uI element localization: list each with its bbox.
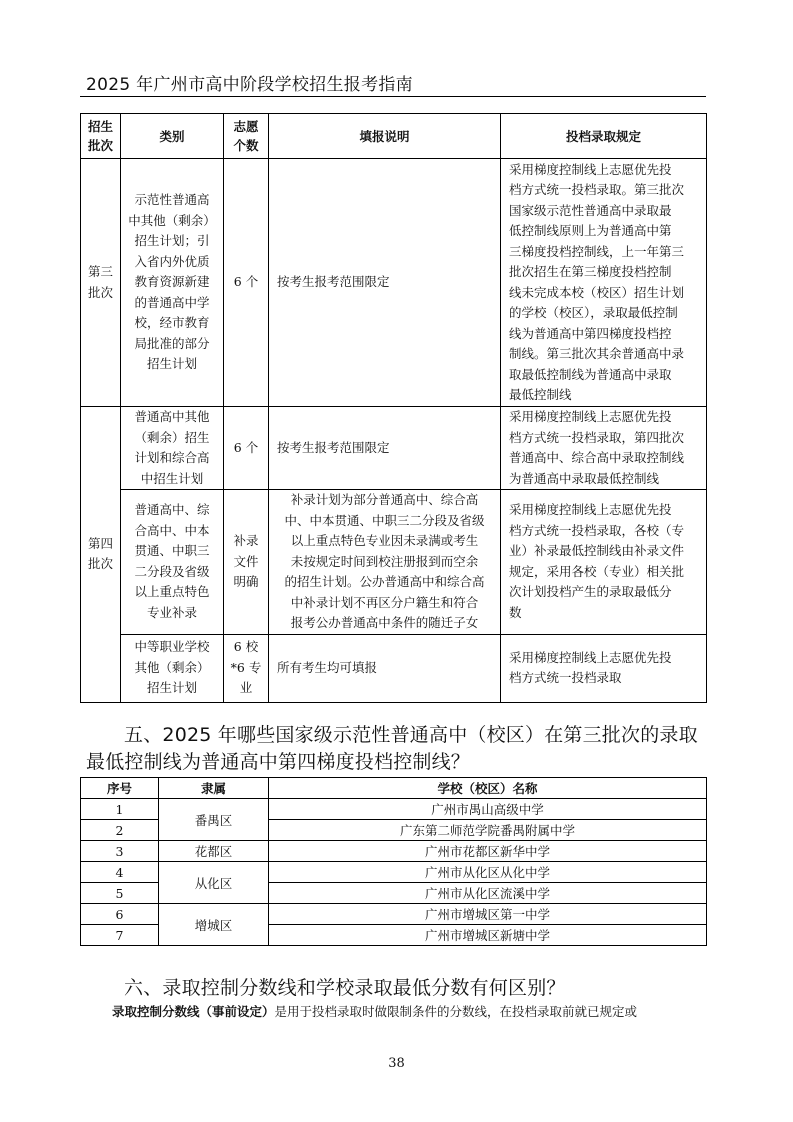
school-name: 广州市增城区新塘中学	[269, 925, 707, 946]
header-rules: 投档录取规定	[501, 114, 707, 159]
header-category: 类别	[121, 114, 224, 159]
count-cell: 补录 文件 明确	[224, 490, 269, 635]
section-5-heading: 五、2025 年哪些国家级示范性普通高中（校区）在第三批次的录取最低控制线为普通高中第四梯度投档控制线？	[86, 724, 698, 773]
rules-cell: 采用梯度控制线上志愿优先投 档方式统一投档录取，第四批次 普通高中、综合高中录取控制线 为普通高中录取最低控制线	[501, 407, 707, 490]
table-row	[81, 159, 707, 407]
admission-batch-table	[80, 113, 707, 703]
instructions-cell: 按考生报考范围限定	[269, 407, 501, 490]
school-name: 广州市从化区从化中学	[269, 862, 707, 883]
district-cell: 从化区	[159, 862, 269, 904]
batch-cell: 第四 批次	[81, 407, 121, 703]
rules-cell: 采用梯度控制线上志愿优先投 档方式统一投档录取	[501, 634, 707, 702]
count-cell: 6 个	[224, 159, 269, 407]
instructions-cell: 所有考生均可填报	[269, 634, 501, 702]
school-name: 广州市禺山高级中学	[269, 799, 707, 820]
paragraph-text: 是用于投档录取时做限制条件的分数线，在投档录取前就已规定或	[274, 1004, 638, 1019]
header-school: 学校（校区）名称	[269, 778, 707, 799]
category-cell: 示范性普通高 中其他（剩余） 招生计划；引 入省内外优质 教育资源新建 的普通高中学 校，经市教育 局批准的部分 招生计划	[121, 159, 224, 407]
row-number: 1	[81, 799, 159, 820]
header-no: 序号	[81, 778, 159, 799]
table-row	[81, 841, 707, 862]
row-number: 2	[81, 820, 159, 841]
table-row	[81, 490, 707, 635]
district-cell: 番禺区	[159, 799, 269, 841]
section-6-paragraph	[86, 1002, 706, 1022]
header-district: 隶属	[159, 778, 269, 799]
table-row	[81, 634, 707, 702]
batch-cell: 第三 批次	[81, 159, 121, 407]
page-number: 38	[388, 1056, 405, 1071]
page-header-title: 2025 年广州市高中阶段学校招生报考指南	[86, 75, 413, 95]
table-row	[81, 407, 707, 490]
category-cell: 普通高中其他 （剩余）招生 计划和综合高 中招生计划	[121, 407, 224, 490]
table-row	[81, 904, 707, 925]
instructions-cell: 补录计划为部分普通高中、综合高 中、中本贯通、中职三二分段及省级 以上重点特色专业因未录满或考生 未按规定时间到校注册报到而空余 的招生计划。公办普通高中和综合高 中补录计划不再区分户籍生和符合 报考公办普通高中条件的随迁子女	[269, 490, 501, 635]
school-name: 广州市花都区新华中学	[269, 841, 707, 862]
header-batch: 招生 批次	[81, 114, 121, 159]
header-divider	[80, 96, 706, 97]
school-name: 广东第二师范学院番禺附属中学	[269, 820, 707, 841]
rules-cell: 采用梯度控制线上志愿优先投 档方式统一投档录取，各校（专 业）补录最低控制线由补录文件 规定，采用各校（专业）相关批 次计划投档产生的录取最低分 数	[501, 490, 707, 635]
row-number: 7	[81, 925, 159, 946]
row-number: 3	[81, 841, 159, 862]
table-header-row	[81, 114, 707, 159]
category-cell: 普通高中、综 合高中、中本 贯通、中职三 二分段及省级 以上重点特色 专业补录	[121, 490, 224, 635]
school-list-table	[80, 777, 707, 946]
district-cell: 花都区	[159, 841, 269, 862]
category-cell: 中等职业学校 其他（剩余） 招生计划	[121, 634, 224, 702]
count-cell: 6 个	[224, 407, 269, 490]
header-count: 志愿 个数	[224, 114, 269, 159]
table-row	[81, 862, 707, 883]
district-cell: 增城区	[159, 904, 269, 946]
row-number: 5	[81, 883, 159, 904]
header-instructions: 填报说明	[269, 114, 501, 159]
count-cell: 6 校 *6 专 业	[224, 634, 269, 702]
instructions-cell: 按考生报考范围限定	[269, 159, 501, 407]
school-name: 广州市从化区流溪中学	[269, 883, 707, 904]
section-6-heading: 六、录取控制分数线和学校录取最低分数有何区别？	[124, 977, 566, 999]
rules-cell: 采用梯度控制线上志愿优先投 档方式统一投档录取。第三批次 国家级示范性普通高中录取最 低控制线原则上为普通高中第 三梯度投档控制线，上一年第三 批次招生在第三梯度投档控制 线未完成本校（校区）招生计划 的学校（校区），录取最低控制 线为普通高中第四梯度投档控 制线。第三批次其余普通高中录 取最低控制线为普通高中录取 最低控制线	[501, 159, 707, 407]
row-number: 6	[81, 904, 159, 925]
table-header-row	[81, 778, 707, 799]
row-number: 4	[81, 862, 159, 883]
table-row	[81, 799, 707, 820]
term-label: 录取控制分数线（事前设定）	[112, 1004, 275, 1019]
school-name: 广州市增城区第一中学	[269, 904, 707, 925]
